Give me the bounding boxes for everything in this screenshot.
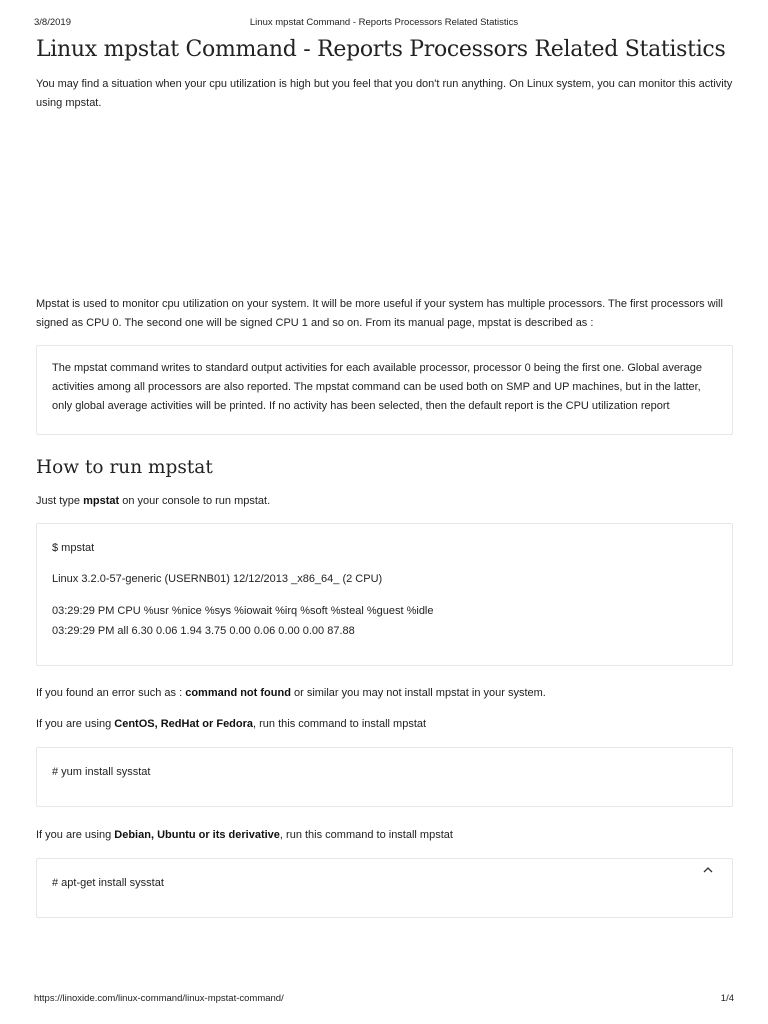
print-date: 3/8/2019 (34, 17, 71, 28)
mpstat-keyword: mpstat (83, 495, 120, 507)
error-text-before: If you found an error such as : (36, 687, 186, 699)
run-text-before: Just type (36, 495, 84, 507)
apt-command: # apt-get install sysstat (52, 877, 164, 889)
debian-keyword: Debian, Ubuntu or its derivative (114, 829, 280, 841)
code-line-header: 03:29:29 PM CPU %usr %nice %sys %iowait %irq %soft %steal %guest %idle (52, 605, 434, 617)
blank-ad-space (36, 113, 733, 295)
print-footer (34, 993, 734, 1007)
error-keyword: command not found (185, 687, 291, 699)
mpstat-output-code-block (36, 523, 733, 666)
chevron-up-icon[interactable] (700, 861, 716, 877)
debian-text-after: , run this command to install mpstat (279, 829, 453, 841)
code-line-system: Linux 3.2.0-57-generic (USERNB01) 12/12/2013 _x86_64_ (2 CPU) (52, 573, 383, 585)
print-header (34, 17, 734, 31)
apt-code-block (36, 858, 733, 918)
print-page-title: Linux mpstat Command - Reports Processors Related Statistics (249, 17, 519, 28)
centos-keyword: CentOS, RedHat or Fedora (114, 718, 254, 730)
error-paragraph (36, 684, 733, 703)
code-line-command: $ mpstat (52, 542, 95, 554)
centos-paragraph (36, 715, 733, 734)
manual-quote-text: The mpstat command writes to standard output activities for each available processor, processor 0 being the first one. Global average activities among all processors are also reported. The mpstat command can be used both on SMP and UP machines, but in the latter, only global average activities will be printed. If no activity has been selected, then the default report is the CPU utilization report (52, 362, 702, 412)
debian-text-before: If you are using (36, 829, 115, 841)
code-line-values: 03:29:29 PM all 6.30 0.06 1.94 3.75 0.00 0.06 0.00 0.00 87.88 (52, 625, 355, 637)
centos-text-before: If you are using (36, 718, 115, 730)
description-paragraph: Mpstat is used to monitor cpu utilization on your system. It will be more useful if your system has multiple processors. The first processors will signed as CPU 0. The second one will be signed CPU 1 and so on. From its manual page, mpstat is described as : (36, 298, 723, 329)
intro-paragraph: You may find a situation when your cpu utilization is high but you feel that you don't run anything. On Linux system, you can monitor this activity using mpstat. (36, 78, 733, 109)
debian-paragraph (36, 826, 733, 845)
page-url: https://linoxide.com/linux-command/linux-mpstat-command/ (34, 993, 284, 1004)
yum-command: # yum install sysstat (52, 766, 151, 778)
centos-text-after: , run this command to install mpstat (253, 718, 427, 730)
run-instruction (36, 492, 733, 511)
manual-quote-box (36, 345, 733, 435)
page-number: 1/4 (720, 993, 734, 1004)
article (36, 34, 733, 918)
article-title: Linux mpstat Command - Reports Processors Related Statistics (36, 37, 726, 62)
yum-code-block (36, 747, 733, 807)
error-text-after: or similar you may not install mpstat in your system. (290, 687, 546, 699)
section-heading: How to run mpstat (36, 457, 213, 478)
run-text-after: on your console to run mpstat. (119, 495, 271, 507)
